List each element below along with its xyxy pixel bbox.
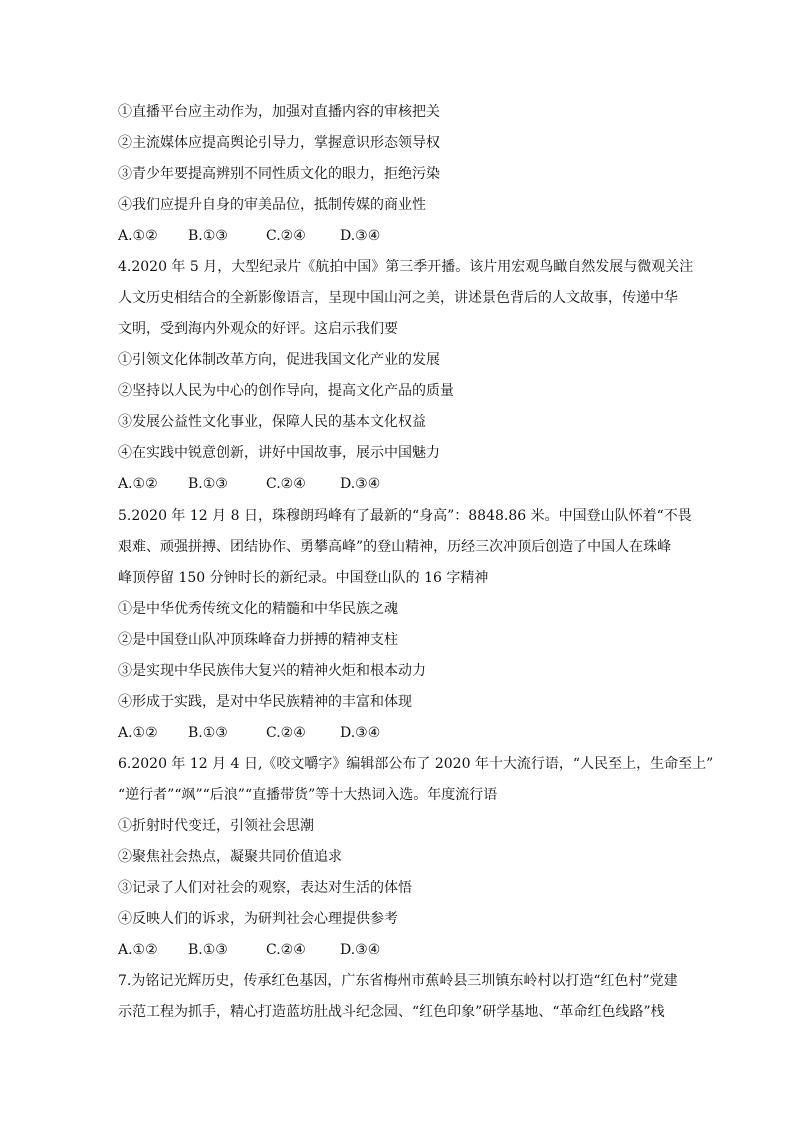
q3-option-2: ②主流媒体应提高舆论引导力，掌握意识形态领导权 — [118, 135, 440, 151]
q3-option-4: ④我们应提升自身的审美品位，抵制传媒的商业性 — [118, 197, 426, 213]
q6-answers — [118, 940, 410, 960]
q4-answer-b: B.①③ — [188, 476, 228, 492]
q3-answers — [118, 226, 410, 246]
q4-answer-d: D.③④ — [340, 476, 381, 492]
q5-stem-line-1: 5.2020 年 12 月 8 日，珠穆朗玛峰有了最新的“身高”：8848.86 米。中国登山队怀着“不畏 — [118, 508, 692, 524]
q4-option-1: ①引领文化体制改革方向，促进我国文化产业的发展 — [118, 352, 440, 368]
q3-answer-a: A.①② — [118, 228, 158, 244]
q6-option-4: ④反映人们的诉求，为研判社会心理提供参考 — [118, 911, 398, 927]
q3-answer-c: C.②④ — [266, 228, 306, 244]
q6-answer-b: B.①③ — [188, 942, 228, 958]
q7-stem-line-1: 7.为铭记光辉历史，传承红色基因，广东省梅州市蕉岭县三圳镇东岭村以打造“红色村”党建 — [118, 973, 678, 989]
q6-option-3: ③记录了人们对社会的观察，表达对生活的体悟 — [118, 880, 412, 896]
q5-option-2: ②是中国登山队冲顶珠峰奋力拼搏的精神支柱 — [118, 632, 398, 648]
q4-answer-a: A.①② — [118, 476, 158, 492]
q6-answer-c: C.②④ — [266, 942, 306, 958]
q6-stem-line-1: 6.2020 年 12 月 4 日,《咬文嚼字》编辑部公布了 2020 年十大流行语，“人民至上，生命至上” — [118, 756, 714, 772]
q3-answer-d: D.③④ — [340, 228, 381, 244]
q4-stem-line-3: 文明，受到海内外观众的好评。这启示我们要 — [118, 321, 398, 337]
q3-answer-b: B.①③ — [188, 228, 228, 244]
q5-stem-line-2: 艰难、顽强拼搏、团结协作、勇攀高峰”的登山精神，历经三次冲顶后创造了中国人在珠峰 — [118, 539, 672, 555]
q5-stem-line-3: 峰顶停留 150 分钟时长的新纪录。中国登山队的 16 字精神 — [118, 570, 489, 586]
q5-answer-b: B.①③ — [188, 725, 228, 741]
q4-stem-line-2: 人文历史相结合的全新影像语言，呈现中国山河之美，讲述景色背后的人文故事，传递中华 — [118, 290, 678, 306]
q5-option-3: ③是实现中华民族伟大复兴的精神火炬和根本动力 — [118, 663, 426, 679]
q4-stem-line-1: 4.2020 年 5 月，大型纪录片《航拍中国》第三季开播。该片用宏观鸟瞰自然发展与微观关注 — [118, 259, 694, 275]
q5-answer-c: C.②④ — [266, 725, 306, 741]
q6-answer-a: A.①② — [118, 942, 158, 958]
q4-option-2: ②坚持以人民为中心的创作导向，提高文化产品的质量 — [118, 383, 454, 399]
q3-option-3: ③青少年要提高辨别不同性质文化的眼力，拒绝污染 — [118, 166, 440, 182]
q4-option-4: ④在实践中锐意创新，讲好中国故事，展示中国魅力 — [118, 445, 440, 461]
q4-option-3: ③发展公益性文化事业，保障人民的基本文化权益 — [118, 414, 426, 430]
q7-stem-line-2: 示范工程为抓手，精心打造蓝坊肚战斗纪念园、“红色印象”研学基地、“革命红色线路”栈 — [118, 1004, 665, 1020]
q6-stem-line-2: “逆行者”“飒”“后浪”“直播带货”等十大热词入选。年度流行语 — [118, 787, 498, 803]
q5-option-1: ①是中华优秀传统文化的精髓和中华民族之魂 — [118, 601, 398, 617]
q4-answer-c: C.②④ — [266, 476, 306, 492]
q4-answers — [118, 474, 410, 494]
q5-answer-a: A.①② — [118, 725, 158, 741]
q5-option-4: ④形成于实践，是对中华民族精神的丰富和体现 — [118, 694, 412, 710]
q6-answer-d: D.③④ — [340, 942, 381, 958]
q6-option-1: ①折射时代变迁，引领社会思潮 — [118, 818, 314, 834]
q5-answers — [118, 723, 410, 743]
q3-option-1: ①直播平台应主动作为，加强对直播内容的审核把关 — [118, 104, 440, 120]
q5-answer-d: D.③④ — [340, 725, 381, 741]
q6-option-2: ②聚焦社会热点，凝聚共同价值追求 — [118, 849, 342, 865]
